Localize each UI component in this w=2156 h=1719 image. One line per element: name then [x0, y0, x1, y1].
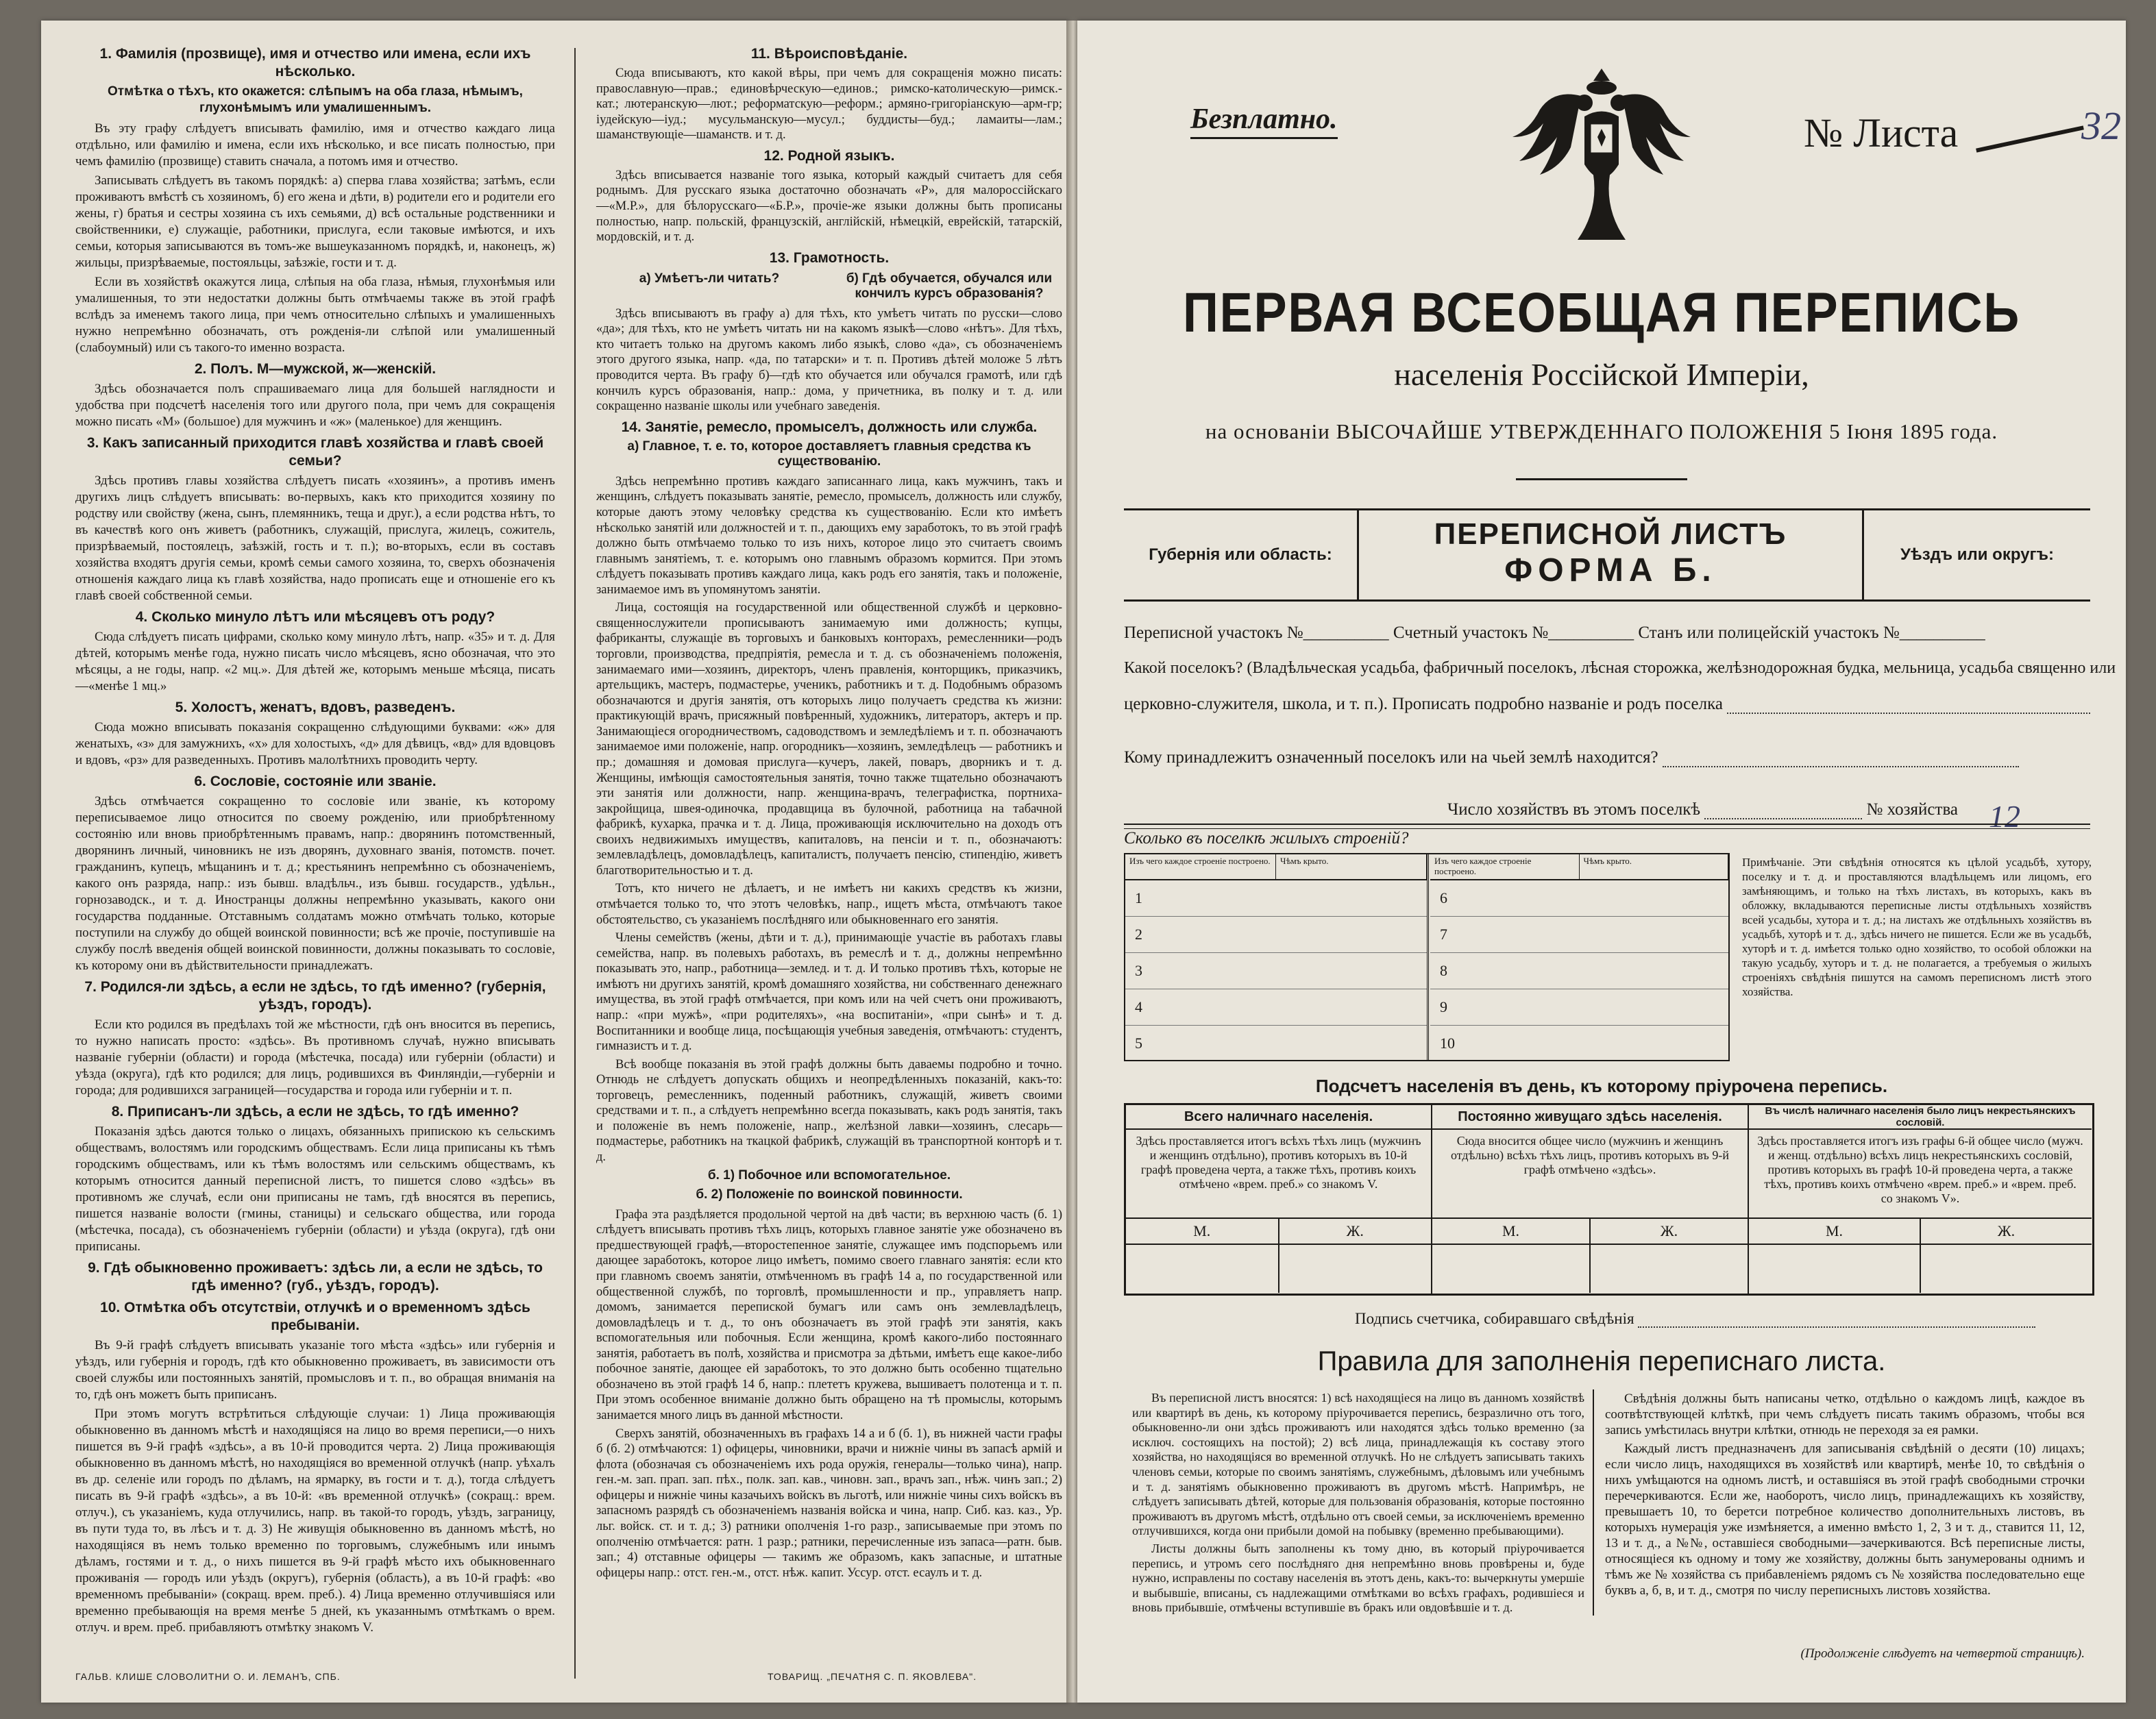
- buildings-table-right: [1430, 854, 1728, 1060]
- table-row[interactable]: 5: [1135, 1035, 1142, 1052]
- male-count-cell[interactable]: [1432, 1245, 1591, 1293]
- section-heading: 4. Сколько минуло лѣтъ или мѣсяцевъ отъ роду?: [135, 609, 495, 625]
- section-heading: 2. Полъ. М—мужской, ж—женскій.: [194, 361, 437, 377]
- population-count-table: [1124, 1103, 2094, 1296]
- rules-paragraph: Листы должны быть заполнены къ тому дню, въ который пріурочивается перепись, и утромъ сего послѣдняго дня непремѣнно вновь провѣрены и, буде нужно, исправлены по составу населенія въ этотъ день, какъ-то: вычеркнуты умершіе и выбывшіе, вписаны, съ надлежащими отмѣтками во всѣхъ графахъ, родившіеся и вновь прибывшіе, отмѣчены вступившіе въ бракъ или овдовѣвшіе и т. д.: [1132, 1541, 1584, 1615]
- instruction-paragraph: Если кто родился въ предѣлахъ той же мѣстности, гдѣ онъ вносится въ перепись, то нужно написать просто: «здѣсь». Въ противномъ случаѣ, нужно вписывать названіе губерніи (области) и города (мѣстечка, посада) или губерніи (области) и уѣзда (округа), гдѣ кто родился; для лицъ, родившихся въ Финляндіи,—губерніи и города; для родившихся заграницей—государства и города или губерніи и т. п.: [75, 1017, 555, 1098]
- buildings-table: [1124, 853, 1730, 1061]
- rules-column-2: [1605, 1391, 2085, 1601]
- instruction-paragraph: Если въ хозяйствѣ окажутся лица, слѣпыя на оба глаза, нѣмыя, глухонѣмыя или умалишенныя, то эти недостатки должны быть отмѣчаемы также въ этой графѣ вслѣдъ за именемъ такого лица, при чемъ относительно слѣпыхъ и умалишенныхъ нужно непремѣнно обозначать, отъ рожденія-ли слѣпой или умалишенный (слабоумный) или съ такого-то именно возраста.: [75, 275, 555, 355]
- instruction-paragraph: Записывать слѣдуетъ въ такомъ порядкѣ: а) сперва глава хозяйства; затѣмъ, если проживаютъ вмѣстѣ съ хозяиномъ, б) его жена и дѣти, в) родители его и родители его жены, г) братья и сестры хозяина съ ихъ семьями, д) всѣ остальные родственники и свойственники, е) служащіе, работники, прислуга, если таковые имѣются, и ихъ семьи, которыя записываются въ томъ-же вышеуказанномъ порядкѣ, и, наконецъ, ж) жильцы, призрѣваемые, постояльцы, заѣзжіе, гости и т. д.: [75, 173, 555, 270]
- printer-credit-left: ГАЛЬВ. КЛИШЕ СЛОВОЛИТНИ О. И. ЛЕМАНЪ, СПБ.: [75, 1671, 341, 1682]
- households-count-label: Число хозяйствъ въ этомъ поселкѣ: [1447, 800, 1701, 819]
- table-row[interactable]: 6: [1430, 880, 1728, 917]
- section-heading: 3. Какъ записанный приходится главѣ хозяйства и главѣ своей семьи?: [86, 435, 544, 469]
- instruction-paragraph: Графа эта раздѣляется продольной чертой на двѣ части; въ верхнюю часть (б. 1) слѣдуетъ вписывать противъ тѣхъ лицъ, которыхъ главное занятіе уже обозначено въ предшествующей графѣ,—второстепенное занятіе, служащее имъ подспорьемъ или дающее заработокъ, которое лицо имѣетъ, помимо своего главнаго занятія: если кто при главномъ своемъ занятіи, отмѣченномъ въ графѣ 14 а, по государственной или общественной службѣ, по торговлѣ, промышленности и пр., управляетъ напр. домомъ, занимается перепиской бумагъ или самъ онъ землевладѣлецъ, домовладѣлецъ и т. д., то онъ обозначаетъ въ этой графѣ эти занятія, какъ вспомогательныя или побочныя. Если женщина, кромѣ какого-либо постояннаго занятія, работаетъ въ полѣ, хозяйства и присмотра за дѣтьми, имѣетъ еще какое-либо побочное занятіе, дающее ей заработокъ, то это должно быть особенно тщательно обозначено въ этой графѣ 14 б, напр.: плететъ кружева, вышиваетъ полотенца и т. п. При этомъ особенное вниманіе должно быть обращено на тѣ промыслы, которымъ занимается много лицъ въ данной мѣстности.: [596, 1207, 1062, 1422]
- free-label: Безплатно.: [1190, 103, 1338, 139]
- header-material: Изъ чего каждое строеніе построено.: [1430, 854, 1580, 879]
- rules-divider: [1593, 1389, 1594, 1616]
- column-divider: [574, 48, 576, 1679]
- section-subheading: б) Гдѣ обучается, обучался или кончилъ курсъ образованія?: [846, 271, 1053, 301]
- dwellings-count-line[interactable]: [1124, 829, 1408, 848]
- dwellings-count-label: Сколько въ поселкѣ жилыхъ строеній?: [1124, 829, 1409, 848]
- section-heading: 12. Родной языкъ.: [763, 147, 895, 164]
- instruction-paragraph: Здѣсь обозначается полъ спрашиваемаго лица для большей наглядности и удобства при подсчетѣ населенія того или другого пола, при чемъ для сокращенія можно писать «М» (большое) для мужчинъ и «ж» (маленькое) для женщинъ.: [75, 382, 555, 429]
- section-heading: 1. Фамилія (прозвище), имя и отчество или имена, если ихъ нѣсколько.: [99, 46, 531, 79]
- count-input-cells[interactable]: [1126, 1245, 1431, 1293]
- section-subheading: а) Умѣетъ-ли читать?: [639, 271, 780, 286]
- signature-label: Подпись счетчика, собиравшаго свѣдѣнія: [1355, 1310, 1634, 1327]
- count-input-cells[interactable]: [1749, 1245, 2092, 1293]
- table-row[interactable]: 4: [1125, 989, 1427, 1026]
- instruction-paragraph: Сюда можно вписывать показанія сокращенно слѣдующими буквами: «ж» для женатыхъ, «з» для замужнихъ, «х» для холостыхъ, «д» для дѣвицъ, «вд» для вдовцовъ и вдовъ, «рз» для разведенныхъ. Противъ малолѣтнихъ проводить черту.: [75, 720, 555, 767]
- buildings-table-header: [1125, 854, 1427, 880]
- female-count-cell[interactable]: [1279, 1245, 1432, 1293]
- instruction-paragraph: Здѣсь отмѣчается сокращенно то сословіе или званіе, къ которому переписываемое лицо относится по своему рожденію, или приобрѣтенному состоянію или вновь приобрѣтеннымъ правамъ, напр.: дворянинъ потомственный, дворянинъ личный, чиновникъ не изъ дворянъ, духовнаго званія, потомств. почет. гражданинъ, купецъ, мѣщанинъ и т. д.; крестьянинъ непремѣнно съ обозначеніемъ, какого онъ разряда, напр.: изъ бывш. владѣльч., изъ бывш. государств., удѣльн., горнозаводск., и т. д. Иностранцы должны непремѣнно указывать, какого они государства подданные. Отставнымъ солдатамъ можно отмѣчать только, которые поступили на службу до общей воинской повинности; всѣ же прочіе, поступившіе на службу послѣ введенія общей воинской повинности, должны показывать то сословіе, къ которому они въ дѣйствительности принадлежатъ.: [75, 794, 555, 973]
- count-description: Здѣсь проставляется итогъ всѣхъ тѣхъ лицъ (мужчинъ и женщинъ отдѣльно), противъ которыхъ въ 10-й графѣ проведена черта, а также тѣхъ, противъ коихъ отмѣчено «врем. преб.» со знакомъ V.: [1126, 1130, 1431, 1219]
- instruction-paragraph: Въ эту графу слѣдуетъ вписывать фамилію, имя и отчество каждаго лица отдѣльно, или фамилію и имена, если ихъ нѣсколько, и все писать полностью, при чемъ фамилію (прозвище) ставить сначала, а потомъ имя и отчество.: [75, 121, 555, 169]
- instruction-paragraph: Лица, состоящія на государственной или общественной службѣ и церковно-священнослужители прописываютъ занимаемую ими должность; купцы, фабриканты, служащіе въ торговыхъ и банковыхъ конторахъ, ремесленники—родъ торговли, производства, предпріятія, ремесла и т. д. съ обозначеніемъ положенія, занимаемаго ими—хозяинъ, директоръ, членъ правленія, конторщикъ, приказчикъ, артельщикъ, мастеръ, подмастерье, ученикъ, работникъ и т. д. Подобнымъ образомъ обозначаются и другія занятія, отъ которыхъ лицо получаетъ средства къ жизни: практикующій врачъ, присяжный повѣренный, художникъ, литераторъ, актеръ и пр. Занимающіеся огородничествомъ, садоводствомъ и земледѣліемъ и т. п. обозначаютъ занимаемое ими положеніе, напр. огородникъ—хозяинъ, земледѣлецъ — работникъ и пр.; домашняя и домовая прислуга—кучеръ, лакей, поваръ, дворникъ и т. д. Женщины, имѣющія самостоятельныя занятія, точно также тщательно обозначаютъ эти занятія или должности, напр. женщина-врачъ, телеграфистка, портниха-закройщица, швея-одиночка, продавщица въ булочной, работница на табачной фабрикѣ, кухарка, прачка и т. д. Лица, проживающія исключительно на доходъ отъ своихъ недвижимыхъ имуществъ, капиталовъ, на пенсіи и т. п., обозначаютъ: землевладѣлецъ, домовладѣлецъ, капиталистъ, получаетъ пенсію, стипендію, живетъ благотворительностью и т. д.: [596, 601, 1062, 878]
- count-sex-header: [1749, 1219, 2092, 1245]
- census-title: ПЕРВАЯ ВСЕОБЩАЯ ПЕРЕПИСЬ: [1182, 282, 2021, 344]
- instruction-paragraph: Здѣсь вписываютъ въ графу а) для тѣхъ, кто умѣетъ читать по русски—слово «да»; для тѣхъ, кто не умѣетъ читать ни на какомъ языкѣ—слово «нѣтъ». Для тѣхъ, кто читаетъ только на другомъ какомъ либо языкѣ, слово «да», съ обозначеніемъ этого другого языка, напр. «да, по татарски» и т. п. Противъ дѣтей моложе 5 лѣтъ проводится черта. Въ графу б)—гдѣ кто обучается или обучался грамотѣ, или гдѣ кончилъ курсъ образованія, напр.: дома, у причетника, въ полку и т. д. или сокращенно названіе школы или учебнаго заведенія.: [596, 306, 1062, 414]
- table-row[interactable]: 8: [1430, 953, 1728, 989]
- count-column-total: [1126, 1105, 1432, 1294]
- table-row[interactable]: 3: [1125, 953, 1427, 989]
- female-count-cell[interactable]: [1921, 1245, 2092, 1293]
- section-heading: 13. Грамотность.: [769, 249, 890, 266]
- district-field-label: Уѣздъ или округъ:: [1862, 510, 2090, 599]
- female-label: Ж.: [1997, 1222, 2016, 1239]
- instructions-column-1: [75, 41, 555, 1639]
- title-rule: [1516, 478, 1687, 480]
- count-sex-header: [1432, 1219, 1748, 1245]
- census-form-page: [1077, 21, 2126, 1703]
- instruction-paragraph: Показанія здѣсь даются только о лицахъ, обязанныхъ припискою къ сельскимъ обществамъ, волостямъ или городскимъ обществамъ. Если лица приписаны къ тѣмъ городскимъ обществамъ, или къ тѣмъ волостямъ или сельскимъ обществамъ, къ которымъ относится данный переписной листъ, то пишется слово «здѣсь» въ противномъ же случаѣ, если они приписаны не тамъ, гдѣ вносятся въ перепись, пишется названіе волости (гмины, станицы) и сельскаго общества, или города (мѣстечка, посада), съ обозначеніемъ губерніи (области) и уѣзда (округа), гдѣ они приписаны.: [75, 1124, 555, 1254]
- table-row[interactable]: 10: [1440, 1035, 1455, 1052]
- buildings-note: Примѣчаніе. Эти свѣдѣнія относятся къ цѣлой усадьбѣ, хутору, поселку и т. д. и проставляются владѣльцемъ или лицомъ, его замѣняющимъ, и только на тѣхъ листахъ, въ которыхъ, какъ въ обложку, вкладываются переписные листы отдѣльныхъ хозяйствъ всей усадьбы, хутора и т. д.; на листахъ же отдѣльныхъ хозяйствъ въ усадьбѣ, хуторѣ и т. д., здѣсь ничего не пишется. Если же въ усадьбѣ, хуторѣ и т. д. имѣется только одно хозяйство, то особой обложки на такую усадьбу, хуторъ и т. д. не полагается, а требуемыя о жилыхъ строеніяхъ свѣдѣнія пишутся на самомъ переписномъ листѣ этого хозяйства.: [1742, 856, 2092, 998]
- settlement-type-line: Какой поселокъ? (Владѣльческая усадьба, фабричный поселокъ, лѣсная сторожка, желѣзнодорожная будка, мельница, усадьба священно или: [1124, 659, 2116, 677]
- instruction-paragraph: Сюда вписываютъ, кто какой вѣры, при чемъ для сокращенія можно писать: православную—прав.; единовѣрческую—единов.; римско-католическую—римск.-кат.; лютеранскую—лют.; реформатскую—реформ.; армяно-григоріанскую—арм-гр; іудейскую—іуд.; мусульманскую—мусул.; буддисты—буд.; ламаиты—лам.; шаманствующіе—шаманств. и т. д.: [596, 66, 1062, 143]
- rules-column-1: [1132, 1391, 1584, 1618]
- section-heading: 11. Вѣроисповѣданіе.: [750, 46, 908, 62]
- continuation-note: (Продолженіе слѣдуетъ на четвертой страницѣ).: [1800, 1646, 2085, 1661]
- count-input-cells[interactable]: [1432, 1245, 1748, 1293]
- male-label: М.: [1432, 1219, 1591, 1244]
- female-label: Ж.: [1660, 1222, 1678, 1239]
- imperial-eagle-emblem: [1509, 55, 1694, 260]
- table-row[interactable]: 2: [1125, 917, 1427, 953]
- table-row[interactable]: 9: [1430, 989, 1728, 1026]
- instructions-page: [41, 21, 1069, 1703]
- province-field-label: Губернія или область:: [1124, 510, 1359, 599]
- female-label: Ж.: [1346, 1222, 1364, 1239]
- instruction-paragraph: Сверхъ занятій, обозначенныхъ въ графахъ 14 а и б (б. 1), въ нижней части графы б (б. 2) отмѣчаются: 1) офицеры, чиновники, врачи и нижніе чины въ запасѣ армій и флота (обозначая съ обозначеніемъ ихъ рода оружія, генералы—только чина), напр. ген.-м. зап. прап. зап. пѣх., полк. зап. кав., чиновн. зап., врачъ зап., нѣж. чинъ зап.; 2) офицеры и нижніе чины казачьихъ войскъ въ льготѣ, или нижніе чины сихъ войскъ въ запасномъ разрядѣ съ обозначеніемъ названія войска и чина, напр. Сиб. каз. каз., Ур. льг. войск. ст. и т. д.; 3) ратники ополченія 1-го разр., записываемые при этомъ по ополченію отмѣчается: ратн. 1 разр.; ратники, перечисленные изъ запаса—ратн. быв. зап.; 4) отставные офицеры — такимъ же образомъ, какъ запасные, и штатные офицеры напр.: отст. ген.-м., отст. нѣж. капит. Уссур. отст. есаулъ и т. д.: [596, 1426, 1062, 1580]
- form-name: ПЕРЕПИСНОЙ ЛИСТЪ: [1434, 517, 1787, 551]
- section-subheading: Отмѣтка о тѣхъ, кто окажется: слѣпымъ на оба глаза, нѣмымъ, глухонѣмымъ или умалишеннымъ.: [108, 84, 523, 115]
- female-count-cell[interactable]: [1591, 1245, 1748, 1293]
- section-subheading: а) Главное, т. е. то, которое доставляетъ главныя средства къ существованію.: [627, 438, 1031, 469]
- instruction-paragraph: Члены семействъ (жены, дѣти и т. д.), принимающіе участіе въ работахъ главы семейства, напр. въ полевыхъ работахъ, въ ремеслѣ и т. д., должны непремѣнно показывать это, напр., работница—землед. и т. д. И только противъ тѣхъ, которые не имѣютъ ни другихъ занятій, кромѣ домашняго хозяйства, ни собственнаго денежнаго имущества, въ этой графѣ отмѣчается, при комъ или на чей счетъ они проживаютъ, напр.: «при мужѣ», «при родителяхъ», «на воспитаніи», «при сынѣ» и т. д. Воспитанники и вообще лица, посѣщающія учебныя заведенія, отмѣчаютъ: студентъ, гимназистъ и т. д.: [596, 931, 1062, 1054]
- form-header-box: [1124, 508, 2090, 602]
- header-material: Изъ чего каждое строеніе построено.: [1125, 854, 1276, 879]
- literacy-subheadings: [596, 270, 1062, 306]
- section-heading: 10. Отмѣтка объ отсутствіи, отлучкѣ и о временномъ здѣсь пребываніи.: [100, 1300, 530, 1333]
- section-subheading: б. 1) Побочное или вспомогательное.: [707, 1167, 951, 1183]
- households-count-field[interactable]: [1704, 804, 1862, 819]
- header-roof: Чѣмъ крыто.: [1276, 854, 1427, 879]
- signature-field[interactable]: [1638, 1313, 2035, 1328]
- section-heading: 9. Гдѣ обыкновенно проживаетъ: здѣсь ли, а если не здѣсь, то гдѣ именно? (губ., уѣздъ, городъ).: [88, 1260, 543, 1294]
- section-heading: 5. Холостъ, женатъ, вдовъ, разведенъ.: [175, 700, 456, 715]
- instruction-paragraph: При этомъ могутъ встрѣтиться слѣдующіе случаи: 1) Лица проживающія обыкновенно въ данномъ мѣстѣ и находящіяся на лицо во время переписи,—о нихъ пишется въ 9-й графѣ «здѣсь», а въ 10-й проводится черта. 2) Лица проживающія обыкновенно въ данномъ мѣстѣ, но находящіяся во временной отлучкѣ (напр. уѣхалъ въ др. селеніе или городъ по дѣламъ, на ярмарку, въ гости и т. д.), тогда слѣдуетъ писать въ 9-й графѣ «здѣсь», а въ 10-й: «въ временной отлучкѣ» (сокращ.: врем. отлуч.), съ указаніемъ, куда отлучились, напр. въ такой-то городъ, уѣздъ, заграницу, въ пути туда то, въ лѣсъ и т. д. 3) Не живущія обыкновенно въ данномъ мѣстѣ, но находящіяся въ немъ только временно по торговымъ, служебнымъ или инымъ дѣламъ, гостями и т. д., о нихъ пишется въ 9-й графѣ мѣсто ихъ обыкновеннаго проживанія — городъ или уѣздъ (округъ), губернія (область), а въ 10-й графѣ: «во временномъ пребываніи» (сокращ. врем. преб.). 4) Лица временно отлучившіяся или временно пребывающія на время менѣе 5 дней, къ указаннымъ отмѣткамъ о врем. отлуч. и врем. преб. прибавляютъ отмѣтку знакомъ V.: [75, 1407, 555, 1635]
- count-column-non-peasant: [1749, 1105, 2092, 1294]
- instruction-paragraph: Сюда слѣдуетъ писать цифрами, сколько кому минуло лѣтъ, напр. «35» и т. д. Для дѣтей, которымъ менѣе года, нужно писать число мѣсяцевъ, ясно обозначая, что это мѣсяцы, а не годы, напр. «2 мц.». Для дѣтей же, которымъ меньше мѣсяца, писать —«менѣе 1 мц.»: [75, 630, 555, 693]
- settlement-name-field[interactable]: [1727, 699, 2090, 714]
- male-count-cell[interactable]: [1749, 1245, 1921, 1293]
- household-number-label: № хозяйства: [1866, 800, 1959, 819]
- instruction-paragraph: Въ 9-й графѣ слѣдуетъ вписывать указаніе того мѣста «здѣсь» или губернія и уѣздъ, или губернія и городъ, гдѣ кто обыкновенно проживаетъ, въ зависимости отъ своей службы или постоянныхъ занятій, промысловъ и т. п., во обращая вниманія на то, гдѣ онъ можетъ быть приписанъ.: [75, 1338, 555, 1402]
- instruction-paragraph: Здѣсь вписывается названіе того языка, который каждый считаетъ для себя роднымъ. Для русскаго языка достаточно обозначать «Р», для малороссійскаго—«М.Р.», для бѣлорусскаго—«Б.Р.», прочіе-же языки должны быть прописаны полностью, напр. польскій, французскій, англійскій, нѣмецкій, еврейскій, татарскій, мордовскій, и т. д.: [596, 168, 1062, 245]
- form-letter: ФОРМА Б.: [1504, 552, 1717, 589]
- male-count-cell[interactable]: [1126, 1245, 1279, 1293]
- table-row[interactable]: 7: [1430, 917, 1728, 953]
- instruction-paragraph: Здѣсь непремѣнно противъ каждаго записаннаго лица, какъ мужчинъ, такъ и женщинъ, слѣдуетъ показывать занятіе, ремесло, промыселъ, должность или службу, которые даютъ этому человѣку средства къ существованію. Если кто имѣетъ нѣсколько занятій или должностей и т. п., дающихъ ему заработокъ, то въ этой графѣ должно быть отмѣчаемо только то изъ нихъ, которое лицо это считаетъ своимъ главнымъ занятіемъ, т. е. которымъ оно главнымъ образомъ кормится. При этомъ слѣдуетъ показывать противъ каждаго лица, какъ родъ его занятія, такъ и положеніе, занимаемое имъ въ упомянутомъ занятіи.: [596, 474, 1062, 597]
- owner-field[interactable]: [1663, 752, 2019, 767]
- instruction-paragraph: Всѣ вообще показанія въ этой графѣ должны быть даваемы подробно и точно. Отнюдь не слѣдуетъ допускать общихъ и неопредѣленныхъ показаній, какъ-то: торговецъ, ремесленникъ, поденный работникъ, служащій, живетъ своими средствами и т. п., а слѣдуетъ непремѣнно всегда показывать, какъ родъ занятія, такъ и положеніе въ немъ положеніе, напр., желѣзной лавки—хозяинъ, слесарь—подмастерье, работникъ на ткацкой фабрикѣ, служащій въ транспортной конторѣ и т. д.: [596, 1057, 1062, 1164]
- section-heading: 8. Приписанъ-ли здѣсь, а если не здѣсь, то гдѣ именно?: [111, 1104, 519, 1120]
- count-header: Постоянно живущаго здѣсь населенія.: [1432, 1105, 1748, 1130]
- count-sex-header: [1126, 1219, 1431, 1245]
- rules-paragraph: Свѣдѣнія должны быть написаны четко, отдѣльно о каждомъ лицѣ, каждое въ соотвѣтствующей клѣткѣ, при чемъ слѣдуетъ писать такимъ образомъ, чтобы вся запись умѣстилась внутри клѣтки, отнюдь не переходя за ея рамки.: [1605, 1392, 2085, 1437]
- header-roof: Чѣмъ крыто.: [1580, 854, 1729, 879]
- printer-credit-right: ТОВАРИЩ. „ПЕЧАТНЯ С. П. ЯКОВЛЕВА".: [768, 1671, 977, 1682]
- count-description: Здѣсь проставляется итогъ изъ графы 6-й общее число (мужч. и женщ. отдѣльно) всѣхъ лицъ некрестьянскихъ сословій, противъ которыхъ въ графѣ 10-й проведена черта, а также тѣхъ, противъ коихъ отмѣчено «врем. преб.» и «врем. преб. со знакомъ V».: [1749, 1130, 2092, 1219]
- households-count-line[interactable]: [1447, 800, 1958, 819]
- sheet-number-label: № Листа: [1804, 110, 1959, 156]
- rules-paragraph: Каждый листъ предназначенъ для записыванія свѣдѣній о десяти (10) лицахъ; если число лицъ, находящихся въ хозяйствѣ или квартирѣ, менѣе 10, то свѣдѣнія о нихъ умѣщаются на одномъ листѣ, и оставшіяся въ этой графѣ свободными строчки перечеркиваются. Если же, наоборотъ, число лицъ, принадлежащихъ къ хозяйству, превышаетъ 10, то беретси потребное количество дополнительныхъ листовъ, въ которыхъ нумерація уже измѣняется, а именно вмѣсто 1, 2, 3 и т. д., ставится 11, 12, 13 и т. д., а №№, оставшіеся свободными—зачеркиваются. Всѣ переписные листы, относящіеся къ одному и тому же хозяйству, должны быть занумерованы однимъ и тѣмъ же № хозяйства съ прибавленіемъ рядомъ съ № хозяйства последовательно еще буквъ а, б, в, и т. д., смотря по числу переписныхъ листовъ хозяйства.: [1605, 1442, 2085, 1598]
- census-basis: на основаніи ВЫСОЧАЙШЕ УТВЕРЖДЕННАГО ПОЛОЖЕНІЯ 5 Іюня 1895 года.: [1205, 419, 1998, 443]
- male-label: М.: [1126, 1219, 1279, 1244]
- census-subtitle: населенія Россійской Имперіи,: [1394, 357, 1809, 392]
- household-number-handwritten: 12: [1989, 799, 2020, 834]
- section-subheading: б. 2) Положеніе по воинской повинности.: [696, 1187, 963, 1202]
- section-heading: 7. Родился-ли здѣсь, а если не здѣсь, то гдѣ именно? (губернія, уѣздъ, городъ).: [84, 979, 546, 1013]
- settlement-name-label: церковно-служителя, школа, и т. п.). Прописать подробно названіе и родъ поселка: [1124, 695, 1723, 713]
- count-description: Сюда вносится общее число (мужчинъ и женщинъ отдѣльно) всѣхъ тѣхъ лицъ, противъ которыхъ въ 9-й графѣ отмѣчено «здѣсь».: [1432, 1130, 1748, 1219]
- settlement-name-line[interactable]: [1124, 695, 2090, 714]
- table-row[interactable]: 1: [1125, 880, 1427, 917]
- instruction-paragraph: Здѣсь противъ главы хозяйства слѣдуетъ писать «хозяинъ», а противъ именъ другихъ лицъ слѣдуетъ вписывать: во-первыхъ, какъ кто приходится хозяину по родству или свойству (жена, сынъ, племянникъ, теща и друг.), а если родства нѣтъ, то въ качествѣ кого онъ живетъ (работникъ, служащій, прислуга, жилецъ, сожитель, призрѣваемый, постоялецъ, заѣзжій, гость и т. п.); во-вторыхъ, если въ составъ хозяйства входятъ другія семьи, кромѣ семьи самого хозяина, то, сверхъ обозначенія отношенія каждаго лица къ главѣ хозяйства, надо прописать еще и отношеніе его къ главѣ своей собственной семьи.: [75, 473, 555, 603]
- buildings-table-header: [1430, 854, 1728, 880]
- count-header: Въ числѣ наличнаго населенія было лицъ некрестьянскихъ сословій.: [1749, 1105, 2092, 1130]
- count-column-permanent: [1432, 1105, 1749, 1294]
- sheet-number-handwritten: 32: [2081, 103, 2121, 148]
- male-label: М.: [1749, 1219, 1921, 1244]
- instruction-paragraph: Тотъ, кто ничего не дѣлаетъ, и не имѣетъ ни какихъ средствъ къ жизни, отмѣчается только то, что этотъ человѣкъ, напр., ищетъ мѣста, отмѣчаютъ такое обстоятельство, съ указаніемъ послѣдняго или обыкновеннаго его занятія.: [596, 882, 1062, 927]
- form-name-block: [1371, 517, 1850, 589]
- section-divider: [1124, 824, 2090, 829]
- section-heading: 14. Занятіе, ремесло, промыселъ, должность или служба.: [621, 419, 1038, 435]
- instructions-column-2: [596, 41, 1062, 1583]
- owner-label: Кому принадлежитъ означенный поселокъ или на чьей землѣ находится?: [1124, 748, 1658, 767]
- population-count-title: Подсчетъ населенія въ день, къ которому пріурочена перепись.: [1315, 1076, 1888, 1096]
- owner-line[interactable]: [1124, 748, 2019, 767]
- count-header: Всего наличнаго населенія.: [1126, 1105, 1431, 1130]
- section-heading: 6. Сословіе, состояніе или званіе.: [194, 774, 437, 789]
- rules-paragraph: Въ переписной листъ вносятся: 1) всѣ находящіеся на лицо въ данномъ хозяйствѣ или квартирѣ въ день, къ которому пріурочивается перепись, безразлично отъ того, обыкновенно-ли они здѣсь проживаютъ или находятся здѣсь только временно (за исключ. состоящихъ на постой); 2) всѣ лица, принадлежащія къ составу этого хозяйства, но находящіяся во временной отлучкѣ. Но не слѣдуетъ записывать такихъ членовъ семьи, которые по своимъ занятіямъ, служебнымъ, дѣловымъ или учебнымъ и т. д. занятіямъ обыкновенно проживаютъ въ другомъ мѣстѣ. Напримѣръ, не слѣдуетъ записывать дѣтей, которые для пользованія образованія, которые постоянно проживаютъ въ другомъ мѣстѣ, отдѣльно отъ своей семьи, за исключеніемъ временно отлучившихся, когда они прибыли домой на побывку (временно пребывающими).: [1132, 1391, 1584, 1538]
- rules-title: Правила для заполненія переписнаго листа.: [1317, 1346, 1886, 1376]
- sheet-number-strike: [1976, 125, 2084, 152]
- buildings-table-left: [1125, 854, 1429, 1060]
- census-district-line[interactable]: Переписной участокъ №__________ Счетный участокъ №__________ Станъ или полицейскій участокъ №__________: [1124, 623, 1985, 642]
- enumerator-signature-line[interactable]: [1355, 1310, 2035, 1328]
